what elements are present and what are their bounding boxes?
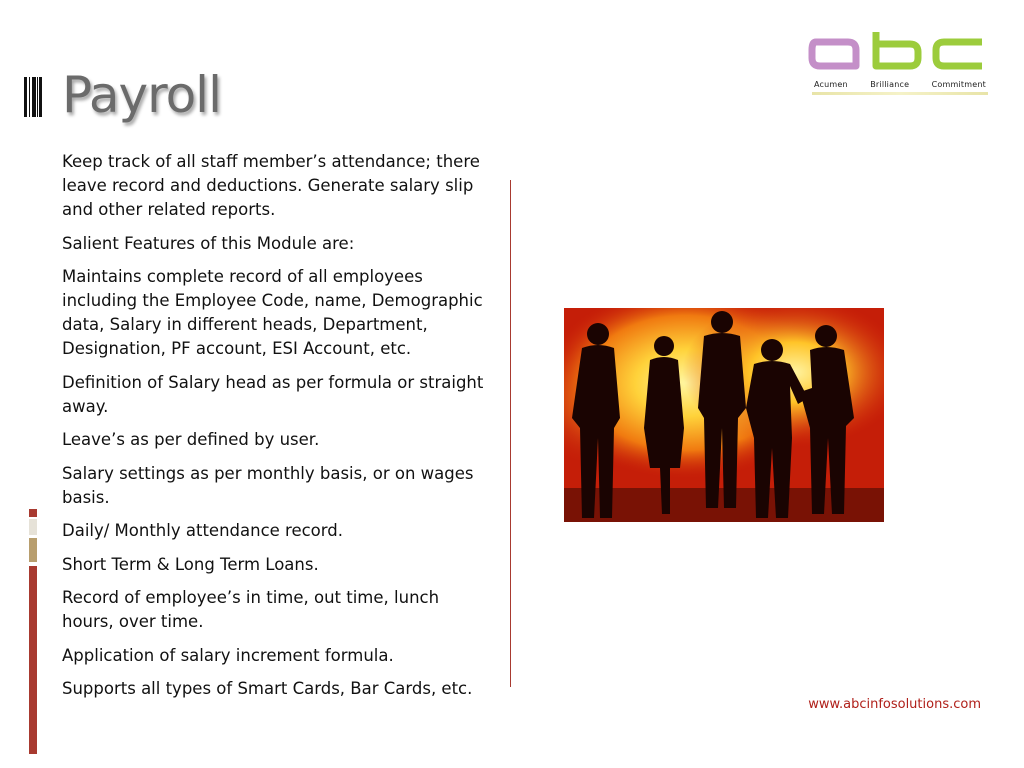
left-decor-bar-top [29,509,37,517]
business-people-silhouette-image [564,308,884,522]
logo-tagline-brilliance: Brilliance [870,80,910,89]
logo-underline [812,92,988,95]
body-paragraph: Supports all types of Smart Cards, Bar Cards, etc. [62,679,473,698]
slide-title: Payroll [62,66,221,124]
body-paragraph: Leave’s as per defined by user. [62,430,320,449]
slide-body [62,150,492,711]
body-paragraph: Daily/ Monthly attendance record. [62,521,343,540]
left-decor-bar-light [29,519,37,535]
body-paragraph: Short Term & Long Term Loans. [62,554,319,574]
body-paragraph: Salient Features of this Module are: [62,233,355,253]
logo-tagline [814,80,986,89]
body-paragraph: Salary settings as per monthly basis, or on wages basis. [62,463,474,507]
vertical-divider [510,180,511,687]
left-decor-bar-tan [29,538,37,562]
body-paragraph: Definition of Salary head as per formula or straight away. [62,372,484,416]
body-paragraph: Application of salary increment formula. [62,645,394,665]
business-people-image [564,308,884,522]
left-decor-bar-main [29,566,37,754]
body-paragraph: Maintains complete record of all employees including the Employee Code, name, Demographic data, Salary in different heads, Department, Designation, PF account, ESI Account, etc. [62,267,483,358]
body-paragraph: Record of employee’s in time, out time, lunch hours, over time. [62,588,440,631]
abc-logo [806,28,988,100]
body-paragraph: Keep track of all staff member’s attendance; there leave record and deductions. Generate salary slip and other related reports. [62,152,480,219]
title-accent-bars [24,77,42,117]
website-link[interactable]: www.abcinfosolutions.com [808,697,981,712]
logo-tagline-commitment: Commitment [931,80,986,89]
abc-logo-icon [806,28,988,80]
logo-tagline-acumen: Acumen [814,80,848,89]
